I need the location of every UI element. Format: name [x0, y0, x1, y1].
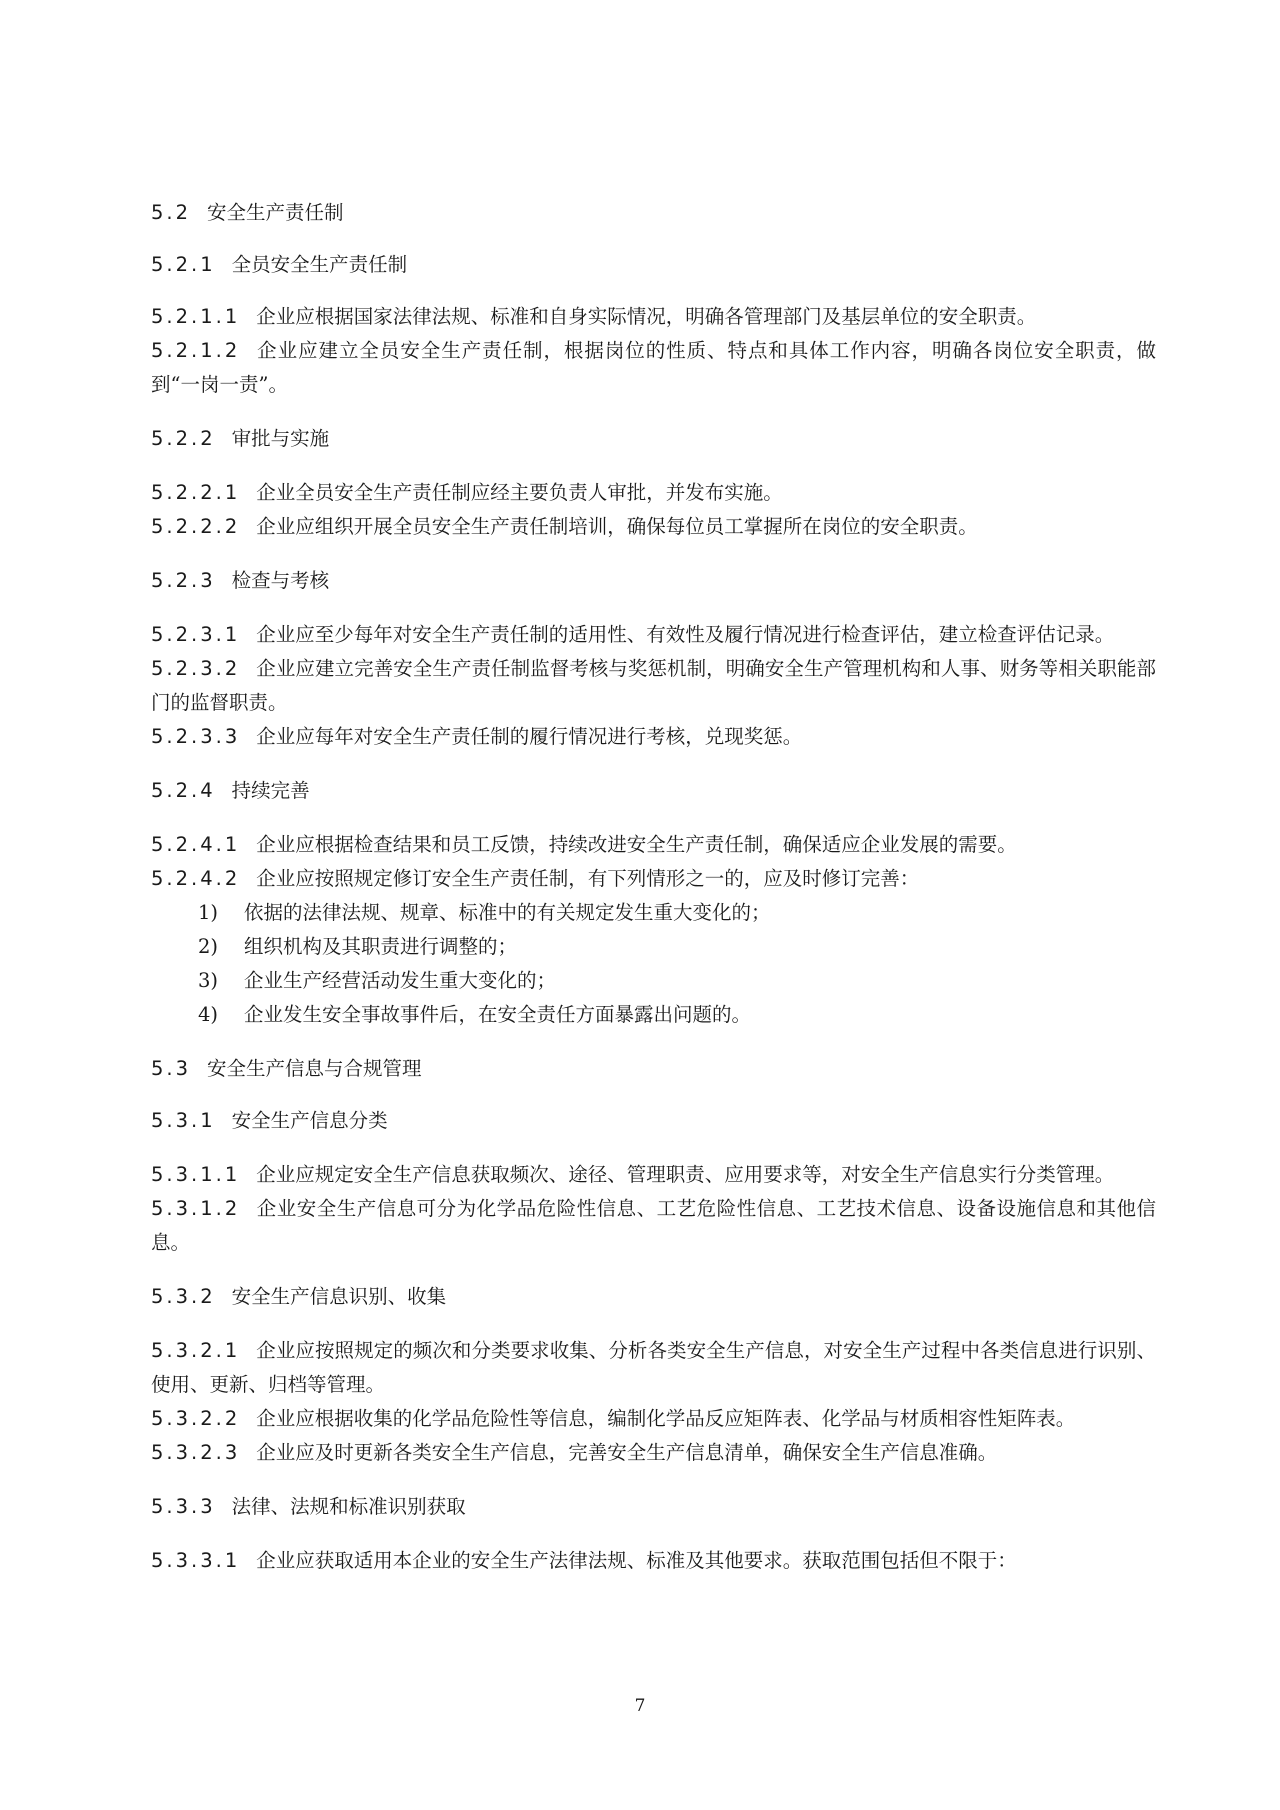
section-number: 5.2.4: [151, 779, 216, 802]
section-title: 持续完善: [231, 779, 310, 802]
clause-5-3-1-1: [151, 1158, 1156, 1192]
clause-text: 企业应建立全员安全生产责任制，根据岗位的性质、特点和具体工作内容，明确各岗位安全职责，做到“一岗一责”。: [151, 339, 1156, 396]
clause-text: 企业应每年对安全生产责任制的履行情况进行考核，兑现奖惩。: [256, 725, 803, 748]
clause-text: 企业应获取适用本企业的安全生产法律法规、标准及其他要求。获取范围包括但不限于：: [256, 1549, 1017, 1572]
section-title: 安全生产信息分类: [231, 1109, 388, 1132]
clause-5-2-4-2: [151, 862, 1156, 896]
section-number: 5.3: [151, 1057, 192, 1080]
clause-text: 企业应按照规定的频次和分类要求收集、分析各类安全生产信息，对安全生产过程中各类信息进行识别、使用、更新、归档等管理。: [151, 1339, 1156, 1396]
list-item: [151, 896, 1156, 930]
section-heading-5-2-3: [151, 564, 1156, 598]
list-item: [151, 964, 1156, 998]
list-item-number: 2): [198, 935, 219, 958]
section-number: 5.3.2: [151, 1285, 216, 1308]
clause-number: 5.3.1.1: [151, 1163, 241, 1186]
clause-5-3-1-2: [151, 1192, 1156, 1260]
clause-text: 企业应根据收集的化学品危险性等信息，编制化学品反应矩阵表、化学品与材质相容性矩阵表。: [256, 1407, 1076, 1430]
section-number: 5.2.3: [151, 569, 216, 592]
clause-number: 5.2.3.1: [151, 623, 241, 646]
page-number: 7: [634, 1696, 646, 1716]
clause-number: 5.3.1.2: [151, 1197, 241, 1220]
document-body: [151, 196, 1156, 1598]
section-number: 5.2: [151, 201, 192, 224]
paragraph-group-5-3-3: [151, 1544, 1156, 1578]
clause-number: 5.2.3.2: [151, 657, 241, 680]
section-title: 全员安全生产责任制: [231, 253, 408, 276]
clause-5-3-3-1: [151, 1544, 1156, 1578]
list-item-number: 1): [198, 901, 219, 924]
list-item-text: 企业发生安全事故事件后，在安全责任方面暴露出问题的。: [244, 1003, 752, 1026]
list-item-text: 组织机构及其职责进行调整的；: [244, 935, 518, 958]
clause-number: 5.2.1.1: [151, 305, 241, 328]
list-item-text: 依据的法律法规、规章、标准中的有关规定发生重大变化的；: [244, 901, 771, 924]
section-heading-5-2-1: [151, 248, 1156, 282]
section-heading-5-2-2: [151, 422, 1156, 456]
clause-text: 企业应根据检查结果和员工反馈，持续改进安全生产责任制，确保适应企业发展的需要。: [256, 833, 1017, 856]
clause-number: 5.2.2.2: [151, 515, 241, 538]
clause-text: 企业应组织开展全员安全生产责任制培训，确保每位员工掌握所在岗位的安全职责。: [256, 515, 978, 538]
paragraph-group-5-2-2: [151, 476, 1156, 544]
section-number: 5.2.1: [151, 253, 216, 276]
clause-number: 5.3.2.2: [151, 1407, 241, 1430]
clause-number: 5.3.2.1: [151, 1339, 241, 1362]
paragraph-group-5-3-1: [151, 1158, 1156, 1260]
list-item-text: 企业生产经营活动发生重大变化的；: [244, 969, 557, 992]
clause-number: 5.3.2.3: [151, 1441, 241, 1464]
section-heading-5-3-1: [151, 1104, 1156, 1138]
clause-text: 企业应及时更新各类安全生产信息，完善安全生产信息清单，确保安全生产信息准确。: [256, 1441, 998, 1464]
clause-text: 企业应按照规定修订安全生产责任制，有下列情形之一的，应及时修订完善：: [256, 867, 920, 890]
paragraph-group-5-3-2: [151, 1334, 1156, 1470]
clause-5-2-3-2: [151, 652, 1156, 720]
section-title: 审批与实施: [231, 427, 330, 450]
section-title: 安全生产信息识别、收集: [231, 1285, 447, 1308]
section-title: 安全生产信息与合规管理: [207, 1057, 422, 1080]
section-heading-5-3: [151, 1052, 1156, 1086]
clause-number: 5.2.4.1: [151, 833, 241, 856]
section-number: 5.3.3: [151, 1495, 216, 1518]
clause-5-2-4-1: [151, 828, 1156, 862]
clause-5-2-3-3: [151, 720, 1156, 754]
list-item-number: 3): [198, 969, 219, 992]
section-title: 安全生产责任制: [207, 201, 344, 224]
clause-text: 企业应建立完善安全生产责任制监督考核与奖惩机制，明确安全生产管理机构和人事、财务等相关职能部门的监督职责。: [151, 657, 1156, 714]
paragraph-group-5-2-1: [151, 300, 1156, 402]
clause-number: 5.3.3.1: [151, 1549, 241, 1572]
list-item: [151, 998, 1156, 1032]
list-item-number: 4): [198, 1003, 219, 1026]
clause-5-3-2-1: [151, 1334, 1156, 1402]
paragraph-group-5-2-4: [151, 828, 1156, 1032]
clause-5-2-3-1: [151, 618, 1156, 652]
clause-text: 企业应至少每年对安全生产责任制的适用性、有效性及履行情况进行检查评估，建立检查评估记录。: [256, 623, 1115, 646]
clause-number: 5.2.1.2: [151, 339, 241, 362]
clause-5-3-2-2: [151, 1402, 1156, 1436]
clause-5-2-2-2: [151, 510, 1156, 544]
list-item: [151, 930, 1156, 964]
clause-5-3-2-3: [151, 1436, 1156, 1470]
clause-number: 5.2.3.3: [151, 725, 241, 748]
clause-5-2-1-2: [151, 334, 1156, 402]
clause-5-2-2-1: [151, 476, 1156, 510]
section-title: 法律、法规和标准识别获取: [231, 1495, 466, 1518]
clause-text: 企业应根据国家法律法规、标准和自身实际情况，明确各管理部门及基层单位的安全职责。: [256, 305, 1037, 328]
revision-conditions-list: [151, 896, 1156, 1032]
section-heading-5-3-2: [151, 1280, 1156, 1314]
clause-number: 5.2.4.2: [151, 867, 241, 890]
clause-number: 5.2.2.1: [151, 481, 241, 504]
section-number: 5.2.2: [151, 427, 216, 450]
section-heading-5-2: [151, 196, 1156, 230]
clause-5-2-1-1: [151, 300, 1156, 334]
clause-text: 企业全员安全生产责任制应经主要负责人审批，并发布实施。: [256, 481, 783, 504]
paragraph-group-5-2-3: [151, 618, 1156, 754]
section-title: 检查与考核: [231, 569, 330, 592]
section-number: 5.3.1: [151, 1109, 216, 1132]
clause-text: 企业安全生产信息可分为化学品危险性信息、工艺危险性信息、工艺技术信息、设备设施信息和其他信息。: [151, 1197, 1156, 1254]
clause-text: 企业应规定安全生产信息获取频次、途径、管理职责、应用要求等，对安全生产信息实行分类管理。: [256, 1163, 1115, 1186]
section-heading-5-3-3: [151, 1490, 1156, 1524]
section-heading-5-2-4: [151, 774, 1156, 808]
